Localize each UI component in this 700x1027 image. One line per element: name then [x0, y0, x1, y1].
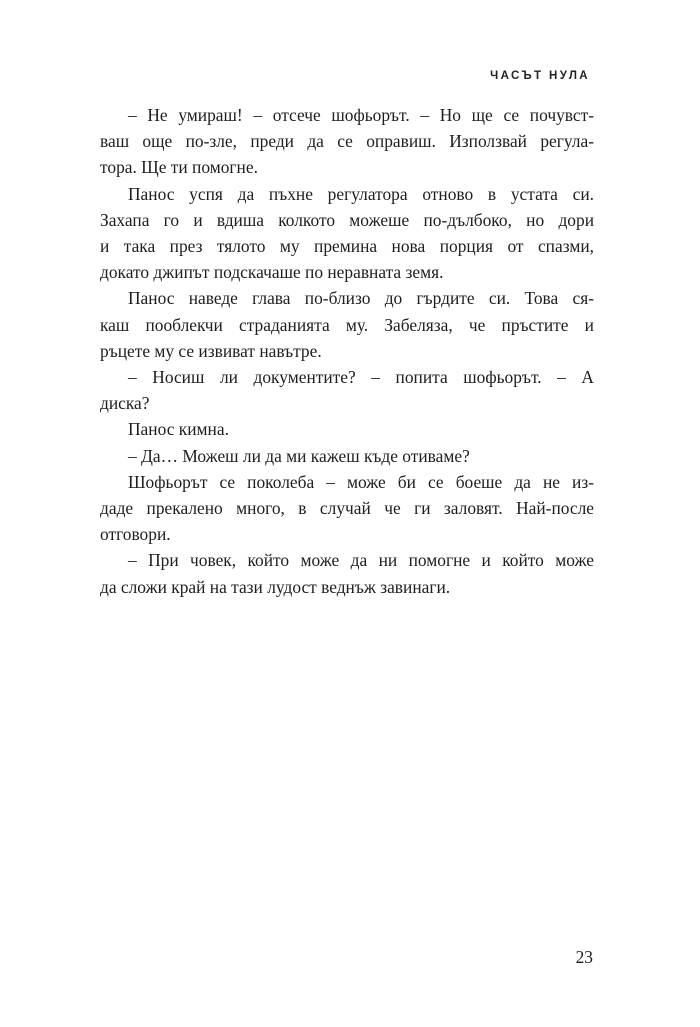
- text-line: – Да… Можеш ли да ми кажеш къде отиваме?: [128, 445, 470, 466]
- paragraph: [100, 443, 594, 469]
- text-line: – При човек, който може да ни помогне и който може: [128, 550, 594, 571]
- paragraph: [100, 285, 594, 364]
- paragraph: [100, 102, 594, 181]
- paragraph: [100, 469, 594, 548]
- paragraph: [100, 181, 594, 286]
- text-line: отговори.: [100, 524, 171, 545]
- page-number: 23: [575, 947, 593, 967]
- text-line: да сложи край на тази лудост веднъж завинаги.: [100, 576, 451, 597]
- text-line: Панос кимна.: [128, 419, 229, 440]
- running-head: ЧАСЪТ НУЛА: [490, 70, 590, 82]
- body-text: [100, 102, 594, 600]
- text-line: и така през тялото му премина нова порция от спазми,: [100, 236, 594, 257]
- text-line: докато джипът подскачаше по неравната земя.: [100, 262, 444, 283]
- text-line: Панос наведе глава по-близо до гърдите си. Това ся-: [128, 288, 594, 309]
- paragraph: [100, 364, 594, 416]
- text-line: ваш още по-зле, преди да се оправиш. Използвай регула-: [100, 131, 594, 152]
- paragraph: [100, 547, 594, 599]
- text-line: Шофьорът се поколеба – може би се боеше да не из-: [128, 471, 594, 492]
- text-line: тора. Ще ти помогне.: [100, 157, 258, 178]
- text-line: Захапа го и вдиша колкото можеше по-дълбоко, но дори: [100, 209, 594, 230]
- paragraph: [100, 416, 594, 442]
- text-line: каш пооблекчи страданията му. Забеляза, че пръстите и: [100, 314, 594, 335]
- text-line: даде прекалено много, в случай че ги заловят. Най-после: [100, 498, 594, 519]
- text-line: – Носиш ли документите? – попита шофьорът. – А: [128, 367, 594, 388]
- text-line: Панос успя да пъхне регулатора отново в устата си.: [128, 183, 594, 204]
- text-line: – Не умираш! – отсече шофьорът. – Но ще се почувст-: [128, 105, 594, 125]
- text-line: диска?: [100, 393, 150, 414]
- text-line: ръцете му се извиват навътре.: [100, 340, 322, 361]
